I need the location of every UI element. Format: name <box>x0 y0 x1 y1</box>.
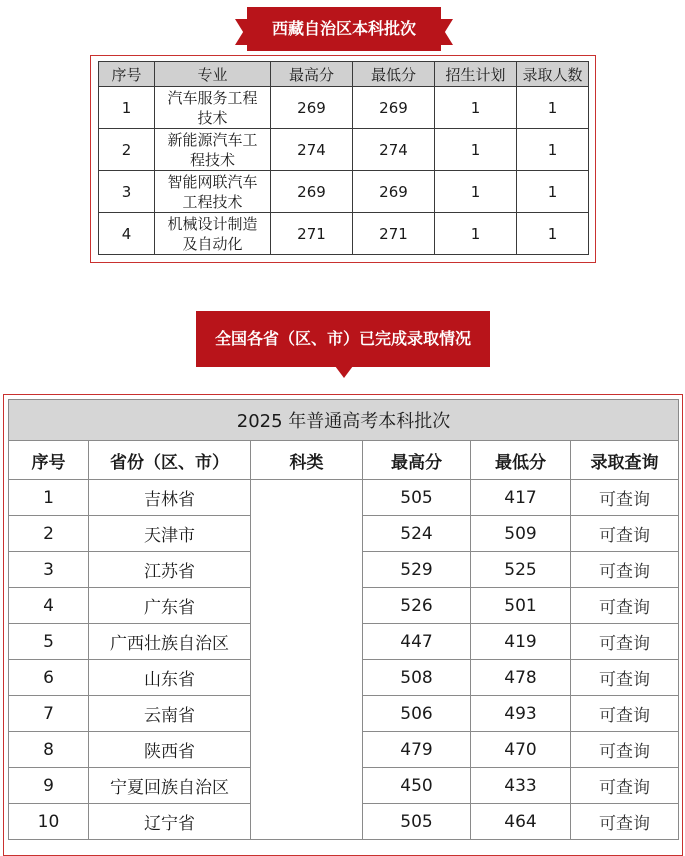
row-min-score: 493 <box>471 696 571 732</box>
row-plan: 1 <box>435 171 517 213</box>
table-row <box>99 87 589 129</box>
header-category: 科类 <box>251 441 363 480</box>
row-query: 可查询 <box>571 552 679 588</box>
row-major: 机械设计制造及自动化 <box>155 213 271 255</box>
row-no: 3 <box>9 552 89 588</box>
table-caption-row <box>9 400 679 441</box>
row-max-score: 526 <box>363 588 471 624</box>
row-max-score: 271 <box>271 213 353 255</box>
row-admitted: 1 <box>517 129 589 171</box>
row-no: 2 <box>99 129 155 171</box>
table-caption: 2025 年普通高考本科批次 <box>9 400 679 441</box>
row-min-score: 417 <box>471 480 571 516</box>
header-province: 省份（区、市） <box>89 441 251 480</box>
row-major: 新能源汽车工程技术 <box>155 129 271 171</box>
row-min-score: 274 <box>353 129 435 171</box>
row-no: 7 <box>9 696 89 732</box>
row-max-score: 274 <box>271 129 353 171</box>
national-admission-table <box>8 399 679 840</box>
header-no: 序号 <box>99 62 155 87</box>
row-max-score: 505 <box>363 804 471 840</box>
header-query: 录取查询 <box>571 441 679 480</box>
row-min-score: 501 <box>471 588 571 624</box>
row-province: 云南省 <box>89 696 251 732</box>
row-max-score: 447 <box>363 624 471 660</box>
row-max-score: 269 <box>271 87 353 129</box>
row-province: 江苏省 <box>89 552 251 588</box>
row-admitted: 1 <box>517 87 589 129</box>
row-province: 陕西省 <box>89 732 251 768</box>
row-min-score: 269 <box>353 87 435 129</box>
row-query: 可查询 <box>571 768 679 804</box>
row-no: 8 <box>9 732 89 768</box>
row-query: 可查询 <box>571 804 679 840</box>
row-max-score: 269 <box>271 171 353 213</box>
row-no: 6 <box>9 660 89 696</box>
header-min-score: 最低分 <box>471 441 571 480</box>
row-min-score: 464 <box>471 804 571 840</box>
table-row <box>9 480 679 516</box>
row-no: 4 <box>9 588 89 624</box>
header-no: 序号 <box>9 441 89 480</box>
row-no: 10 <box>9 804 89 840</box>
national-table-frame <box>3 394 683 856</box>
row-province: 辽宁省 <box>89 804 251 840</box>
row-max-score: 505 <box>363 480 471 516</box>
row-province: 宁夏回族自治区 <box>89 768 251 804</box>
row-no: 3 <box>99 171 155 213</box>
row-query: 可查询 <box>571 588 679 624</box>
row-min-score: 509 <box>471 516 571 552</box>
tibet-banner-title: 西藏自治区本科批次 <box>247 7 441 51</box>
row-max-score: 529 <box>363 552 471 588</box>
row-query: 可查询 <box>571 732 679 768</box>
row-admitted: 1 <box>517 171 589 213</box>
row-min-score: 271 <box>353 213 435 255</box>
table-header-row <box>9 441 679 480</box>
row-query: 可查询 <box>571 624 679 660</box>
row-min-score: 419 <box>471 624 571 660</box>
row-max-score: 450 <box>363 768 471 804</box>
row-min-score: 433 <box>471 768 571 804</box>
row-query: 可查询 <box>571 480 679 516</box>
row-major: 汽车服务工程技术 <box>155 87 271 129</box>
row-no: 5 <box>9 624 89 660</box>
header-plan: 招生计划 <box>435 62 517 87</box>
header-admitted: 录取人数 <box>517 62 589 87</box>
row-no: 2 <box>9 516 89 552</box>
row-province: 天津市 <box>89 516 251 552</box>
row-plan: 1 <box>435 87 517 129</box>
row-plan: 1 <box>435 129 517 171</box>
row-province: 吉林省 <box>89 480 251 516</box>
row-query: 可查询 <box>571 516 679 552</box>
row-min-score: 269 <box>353 171 435 213</box>
row-major: 智能网联汽车工程技术 <box>155 171 271 213</box>
table-row <box>99 171 589 213</box>
row-max-score: 479 <box>363 732 471 768</box>
banner-pointer-arrow <box>335 366 353 378</box>
table-header-row <box>99 62 589 87</box>
row-no: 4 <box>99 213 155 255</box>
row-province: 广西壮族自治区 <box>89 624 251 660</box>
row-max-score: 508 <box>363 660 471 696</box>
row-no: 9 <box>9 768 89 804</box>
header-major: 专业 <box>155 62 271 87</box>
table-row <box>99 129 589 171</box>
tibet-admission-table <box>98 61 589 255</box>
row-no: 1 <box>9 480 89 516</box>
row-query: 可查询 <box>571 660 679 696</box>
header-min-score: 最低分 <box>353 62 435 87</box>
tibet-table-frame <box>90 55 596 263</box>
header-max-score: 最高分 <box>271 62 353 87</box>
row-province: 山东省 <box>89 660 251 696</box>
row-max-score: 506 <box>363 696 471 732</box>
table-row <box>99 213 589 255</box>
row-province: 广东省 <box>89 588 251 624</box>
national-section-banner <box>196 311 490 367</box>
row-min-score: 525 <box>471 552 571 588</box>
row-max-score: 524 <box>363 516 471 552</box>
row-min-score: 478 <box>471 660 571 696</box>
row-min-score: 470 <box>471 732 571 768</box>
row-admitted: 1 <box>517 213 589 255</box>
tibet-section-banner <box>247 7 441 51</box>
national-banner-title: 全国各省（区、市）已完成录取情况 <box>196 311 490 367</box>
category-merged-cell <box>251 480 363 840</box>
row-plan: 1 <box>435 213 517 255</box>
header-max-score: 最高分 <box>363 441 471 480</box>
row-no: 1 <box>99 87 155 129</box>
row-query: 可查询 <box>571 696 679 732</box>
